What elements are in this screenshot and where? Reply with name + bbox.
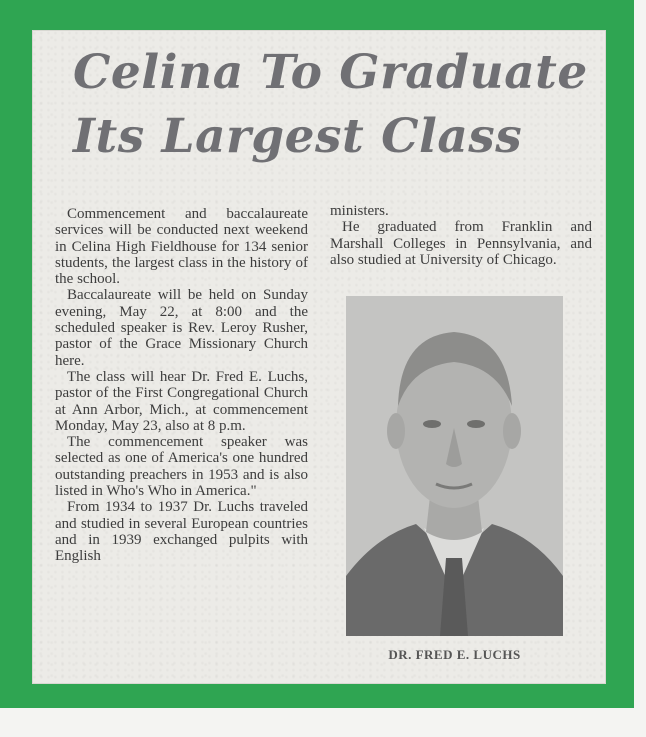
article-paragraph: The commencement speaker was selected as one of America's one hundred outstanding preachers in 1953 and is also listed in Who's Who in America." [55,434,308,500]
article-paragraph: ministers. [330,203,389,219]
portrait-photo [346,296,563,636]
article-column-right [330,203,592,268]
portrait-illustration [346,296,563,636]
article-paragraph: Commencement and baccalaureate services will be conducted next weekend in Celina High Fieldhouse for 134 senior students, the largest class in the history of the school. [55,206,308,288]
headline [73,41,603,169]
article-paragraph: From 1934 to 1937 Dr. Luchs traveled and studied in several European countries and in 1939 exchanged pulpits with English [55,499,308,565]
article-column-left [55,206,308,565]
article-paragraph: The class will hear Dr. Fred E. Luchs, pastor of the First Congregational Church at Ann Arbor, Mich., at commencement Monday, May 23, also at 8 p.m. [55,368,308,434]
article-paragraph: He graduated from Franklin and Marshall Colleges in Pennsylvania, and also studied at University of Chicago. [330,219,592,268]
article-paragraph: Baccalaureate will be held on Sunday evening, May 22, at 8:00 and the scheduled speaker is Rev. Leroy Rusher, pastor of the Grace Missionary Church here. [55,287,308,369]
newspaper-clipping [33,31,605,683]
headline-line-2: Its Largest Class [73,109,523,164]
headline-line-1: Celina To Graduate [73,45,588,100]
photo-caption: DR. FRED E. LUCHS [388,647,521,662]
